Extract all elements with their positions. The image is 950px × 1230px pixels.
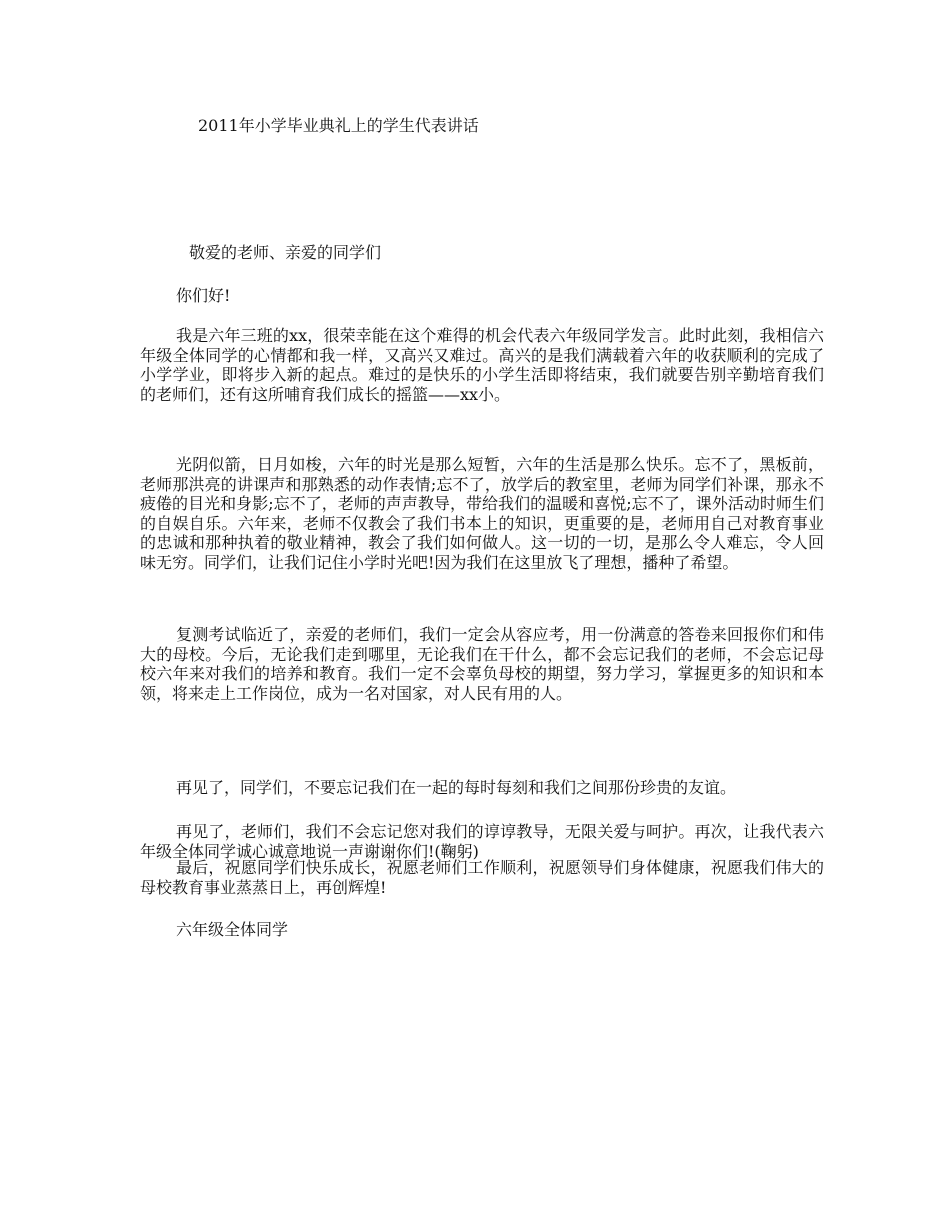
paragraph-block-1 (140, 326, 824, 404)
paragraph-6: 最后，祝愿同学们快乐成长，祝愿老师们工作顺利，祝愿领导们身体健康，祝愿我们伟大的母校教育事业蒸蒸日上，再创辉煌! (140, 858, 824, 897)
paragraph-4: 再见了，同学们，不要忘记我们在一起的每时每刻和我们之间那份珍贵的友谊。 (176, 778, 737, 797)
paragraph-5: 再见了，老师们，我们不会忘记您对我们的谆谆教导，无限关爱与呵护。再次，让我代表六年级全体同学诚心诚意地说一声谢谢你们!(鞠躬) (140, 822, 824, 861)
paragraph-block-2 (140, 455, 824, 573)
salutation: 敬爱的老师、亲爱的同学们 (189, 243, 382, 262)
document-title: 2011年小学毕业典礼上的学生代表讲话 (198, 116, 479, 135)
greeting: 你们好! (176, 286, 231, 305)
paragraph-1: 我是六年三班的xx，很荣幸能在这个难得的机会代表六年级同学发言。此时此刻，我相信六年级全体同学的心情都和我一样，又高兴又难过。高兴的是我们满载着六年的收获顺利的完成了小学学业，即将步入新的起点。难过的是快乐的小学生活即将结束，我们就要告别辛勤培育我们的老师们，还有这所哺育我们成长的摇篮——xx小。 (140, 326, 824, 404)
paragraph-3: 复测考试临近了，亲爱的老师们，我们一定会从容应考，用一份满意的答卷来回报你们和伟大的母校。今后，无论我们走到哪里，无论我们在干什么，都不会忘记我们的老师，不会忘记母校六年来对我们的培养和教育。我们一定不会辜负母校的期望，努力学习，掌握更多的知识和本领，将来走上工作岗位，成为一名对国家，对人民有用的人。 (140, 625, 824, 703)
paragraph-block-6 (140, 858, 824, 897)
paragraph-block-3 (140, 625, 824, 703)
paragraph-2: 光阴似箭，日月如梭，六年的时光是那么短暂，六年的生活是那么快乐。忘不了，黑板前，老师那洪亮的讲课声和那熟悉的动作表情;忘不了，放学后的教室里，老师为同学们补课，那永不疲倦的目光和身影;忘不了，老师的声声教导，带给我们的温暖和喜悦;忘不了，课外活动时师生们的自娱自乐。六年来，老师不仅教会了我们书本上的知识，更重要的是，老师用自己对教育事业的忠诚和那种执着的敬业精神，教会了我们如何做人。这一切的一切，是那么令人难忘，令人回味无穷。同学们，让我们记住小学时光吧!因为我们在这里放飞了理想，播种了希望。 (140, 455, 824, 572)
greeting-block (140, 286, 824, 306)
signature-block (140, 920, 824, 940)
paragraph-block-4 (140, 778, 824, 798)
signature: 六年级全体同学 (176, 920, 289, 939)
paragraph-block-5 (140, 822, 824, 861)
